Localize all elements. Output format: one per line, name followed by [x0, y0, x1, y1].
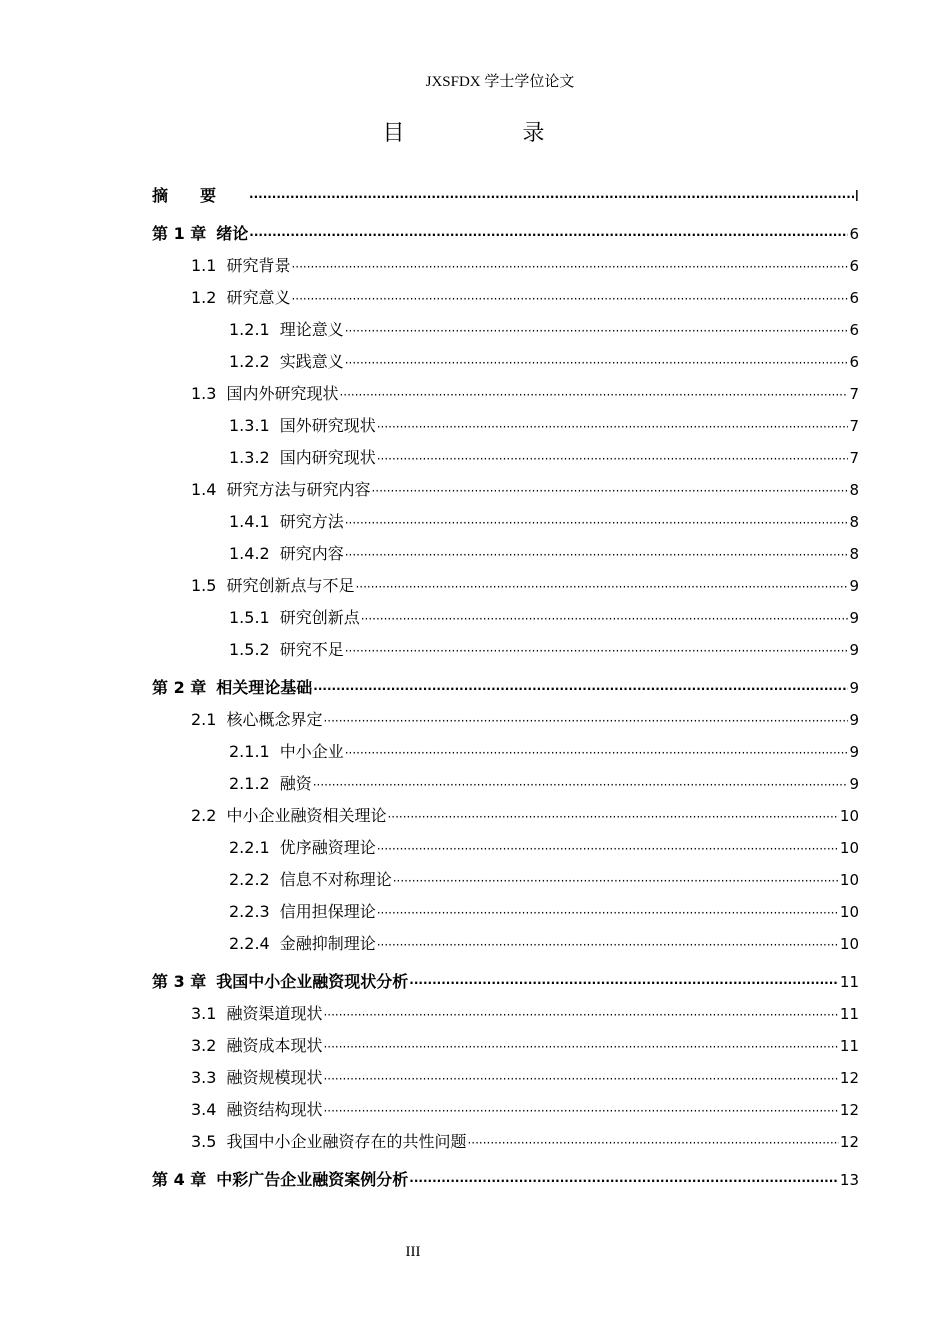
toc-entry-label: 研究不足: [279, 640, 344, 659]
toc-entry-number: 1.5.1: [229, 608, 270, 627]
toc-entry-number: 3.5: [191, 1132, 217, 1151]
toc-section-entry[interactable]: [152, 1094, 859, 1126]
page-number: III: [405, 1244, 421, 1260]
toc-entry-page: 6: [849, 321, 859, 339]
toc-entry-page: 8: [849, 545, 859, 563]
toc-section-entry[interactable]: [152, 314, 859, 346]
toc-entry-label: 研究方法: [279, 512, 344, 531]
toc-entry-page: 11: [839, 1005, 859, 1023]
toc-section-entry[interactable]: [152, 896, 859, 928]
toc-entry-label: 研究方法与研究内容: [226, 480, 371, 499]
toc-chapter-entry[interactable]: [152, 180, 859, 212]
toc-entry-page: 7: [849, 385, 859, 403]
toc-section-entry[interactable]: [152, 768, 859, 800]
toc-entry-page: 10: [839, 935, 859, 953]
toc-entry-label: 研究内容: [279, 544, 344, 563]
toc-entry-page: 9: [849, 641, 859, 659]
toc-leader-dots: [249, 219, 848, 251]
toc-leader-dots: [323, 1063, 838, 1095]
toc-entry-label: 中小企业融资相关理论: [226, 806, 387, 825]
toc-entry-label: 研究背景: [226, 256, 291, 275]
toc-leader-dots: [387, 801, 838, 833]
toc-leader-dots: [377, 833, 839, 865]
toc-entry-page: 9: [849, 609, 859, 627]
toc-section-entry[interactable]: [152, 864, 859, 896]
toc-entry-number: 1.4.2: [229, 544, 270, 563]
toc-leader-dots: [377, 897, 839, 929]
toc-entry-label: 融资成本现状: [226, 1036, 323, 1055]
toc-section-entry[interactable]: [152, 928, 859, 960]
toc-entry-number: 第 2 章: [152, 678, 207, 697]
toc-chapter-entry[interactable]: [152, 1164, 859, 1196]
toc-entry-page: 6: [849, 257, 859, 275]
table-of-contents: [152, 180, 859, 1196]
toc-entry-label: 实践意义: [279, 352, 344, 371]
toc-entry-number: 1.3.2: [229, 448, 270, 467]
toc-entry-page: 10: [839, 839, 859, 857]
toc-entry-label: 核心概念界定: [226, 710, 323, 729]
toc-entry-page: 8: [849, 513, 859, 531]
toc-entry-page: 12: [839, 1101, 859, 1119]
toc-entry-page: I: [854, 187, 859, 205]
toc-entry-page: 10: [839, 807, 859, 825]
toc-leader-dots: [355, 571, 848, 603]
toc-section-entry[interactable]: [152, 442, 859, 474]
toc-entry-page: 12: [839, 1133, 859, 1151]
toc-entry-number: 1.4: [191, 480, 217, 499]
toc-entry-page: 10: [839, 903, 859, 921]
running-header: JXSFDX 学士学位论文: [425, 74, 575, 90]
toc-entry-label: 融资结构现状: [226, 1100, 323, 1119]
toc-entry-number: 第 3 章: [152, 972, 207, 991]
toc-section-entry[interactable]: [152, 634, 859, 666]
toc-leader-dots: [345, 315, 849, 347]
toc-entry-number: 1.4.1: [229, 512, 270, 531]
toc-entry-page: 6: [849, 353, 859, 371]
toc-entry-label: 研究意义: [226, 288, 291, 307]
toc-entry-label: 优序融资理论: [279, 838, 376, 857]
toc-entry-number: 2.2.3: [229, 902, 270, 921]
toc-section-entry[interactable]: [152, 1062, 859, 1094]
toc-entry-number: 1.2.1: [229, 320, 270, 339]
toc-entry-label: 信用担保理论: [279, 902, 376, 921]
toc-section-entry[interactable]: [152, 602, 859, 634]
toc-section-entry[interactable]: [152, 1126, 859, 1158]
toc-section-entry[interactable]: [152, 506, 859, 538]
toc-leader-dots: [323, 1095, 838, 1127]
toc-chapter-entry[interactable]: [152, 672, 859, 704]
toc-entry-page: 11: [839, 1037, 859, 1055]
toc-entry-number: 3.1: [191, 1004, 217, 1023]
toc-entry-number: 1.2: [191, 288, 217, 307]
toc-leader-dots: [361, 603, 849, 635]
toc-entry-label: 国内研究现状: [279, 448, 376, 467]
toc-leader-dots: [345, 737, 849, 769]
toc-entry-label: 相关理论基础: [216, 678, 313, 697]
toc-entry-label: 中彩广告企业融资案例分析: [216, 1170, 409, 1189]
toc-entry-number: 2.2: [191, 806, 217, 825]
toc-leader-dots: [345, 539, 849, 571]
toc-leader-dots: [377, 411, 849, 443]
toc-entry-label: 绪论: [216, 224, 249, 243]
toc-entry-page: 10: [839, 871, 859, 889]
toc-entry-label: 研究创新点: [279, 608, 360, 627]
toc-entry-page: 9: [849, 679, 859, 697]
toc-chapter-entry[interactable]: [152, 966, 859, 998]
toc-entry-page: 9: [849, 743, 859, 761]
toc-entry-number: 1.3.1: [229, 416, 270, 435]
toc-entry-page: 7: [849, 449, 859, 467]
toc-entry-page: 9: [849, 711, 859, 729]
toc-section-entry[interactable]: [152, 800, 859, 832]
toc-section-entry[interactable]: [152, 570, 859, 602]
toc-leader-dots: [323, 1031, 838, 1063]
toc-entry-number: 3.2: [191, 1036, 217, 1055]
toc-entry-number: 2.2.1: [229, 838, 270, 857]
toc-entry-number: 3.3: [191, 1068, 217, 1087]
toc-leader-dots: [291, 251, 848, 283]
toc-entry-page: 6: [849, 225, 859, 243]
toc-section-entry[interactable]: [152, 282, 859, 314]
toc-section-entry[interactable]: [152, 736, 859, 768]
toc-leader-dots: [409, 967, 839, 999]
toc-leader-dots: [371, 475, 848, 507]
toc-entry-label: 融资规模现状: [226, 1068, 323, 1087]
toc-section-entry[interactable]: [152, 998, 859, 1030]
toc-entry-page: 8: [849, 481, 859, 499]
toc-entry-number: 2.1: [191, 710, 217, 729]
toc-entry-page: 9: [849, 775, 859, 793]
toc-section-entry[interactable]: [152, 704, 859, 736]
toc-leader-dots: [393, 865, 839, 897]
toc-section-entry[interactable]: [152, 474, 859, 506]
toc-leader-dots: [467, 1127, 838, 1159]
toc-entry-label: 研究创新点与不足: [226, 576, 355, 595]
toc-section-entry[interactable]: [152, 346, 859, 378]
toc-entry-number: 2.2.2: [229, 870, 270, 889]
toc-section-entry[interactable]: [152, 538, 859, 570]
toc-leader-dots: [377, 443, 849, 475]
toc-leader-dots: [323, 705, 848, 737]
toc-entry-page: 11: [839, 973, 859, 991]
toc-leader-dots: [345, 347, 849, 379]
toc-entry-label: 理论意义: [279, 320, 344, 339]
toc-entry-label: 信息不对称理论: [279, 870, 392, 889]
toc-entry-number: 第 4 章: [152, 1170, 207, 1189]
toc-title: 目 录: [382, 121, 593, 146]
toc-entry-page: 13: [839, 1171, 859, 1189]
toc-leader-dots: [249, 181, 854, 213]
toc-section-entry[interactable]: [152, 250, 859, 282]
toc-leader-dots: [313, 673, 848, 705]
toc-entry-page: 7: [849, 417, 859, 435]
toc-leader-dots: [323, 999, 838, 1031]
toc-section-entry[interactable]: [152, 410, 859, 442]
toc-entry-label: 融资渠道现状: [226, 1004, 323, 1023]
toc-entry-label: 融资: [279, 774, 312, 793]
toc-entry-page: 9: [849, 577, 859, 595]
toc-entry-label: 国外研究现状: [279, 416, 376, 435]
toc-entry-number: 1.1: [191, 256, 217, 275]
toc-entry-number: 1.3: [191, 384, 217, 403]
toc-entry-label: 我国中小企业融资现状分析: [216, 972, 409, 991]
toc-entry-number: 第 1 章: [152, 224, 207, 243]
toc-entry-number: 3.4: [191, 1100, 217, 1119]
toc-leader-dots: [291, 283, 848, 315]
toc-entry-label: 我国中小企业融资存在的共性问题: [226, 1132, 467, 1151]
toc-entry-label: 国内外研究现状: [226, 384, 339, 403]
toc-chapter-entry[interactable]: [152, 218, 859, 250]
toc-leader-dots: [339, 379, 848, 411]
toc-entry-number: 1.5: [191, 576, 217, 595]
toc-entry-label: 摘要: [152, 186, 249, 205]
toc-entry-number: 1.2.2: [229, 352, 270, 371]
toc-section-entry[interactable]: [152, 1030, 859, 1062]
toc-entry-number: 2.2.4: [229, 934, 270, 953]
toc-entry-number: 1.5.2: [229, 640, 270, 659]
toc-entry-page: 12: [839, 1069, 859, 1087]
toc-section-entry[interactable]: [152, 378, 859, 410]
toc-leader-dots: [377, 929, 839, 961]
toc-leader-dots: [345, 635, 849, 667]
toc-entry-page: 6: [849, 289, 859, 307]
toc-leader-dots: [313, 769, 849, 801]
toc-entry-label: 中小企业: [279, 742, 344, 761]
toc-entry-number: 2.1.1: [229, 742, 270, 761]
toc-leader-dots: [409, 1165, 839, 1197]
toc-entry-number: 2.1.2: [229, 774, 270, 793]
toc-leader-dots: [345, 507, 849, 539]
toc-section-entry[interactable]: [152, 832, 859, 864]
toc-entry-label: 金融抑制理论: [279, 934, 376, 953]
